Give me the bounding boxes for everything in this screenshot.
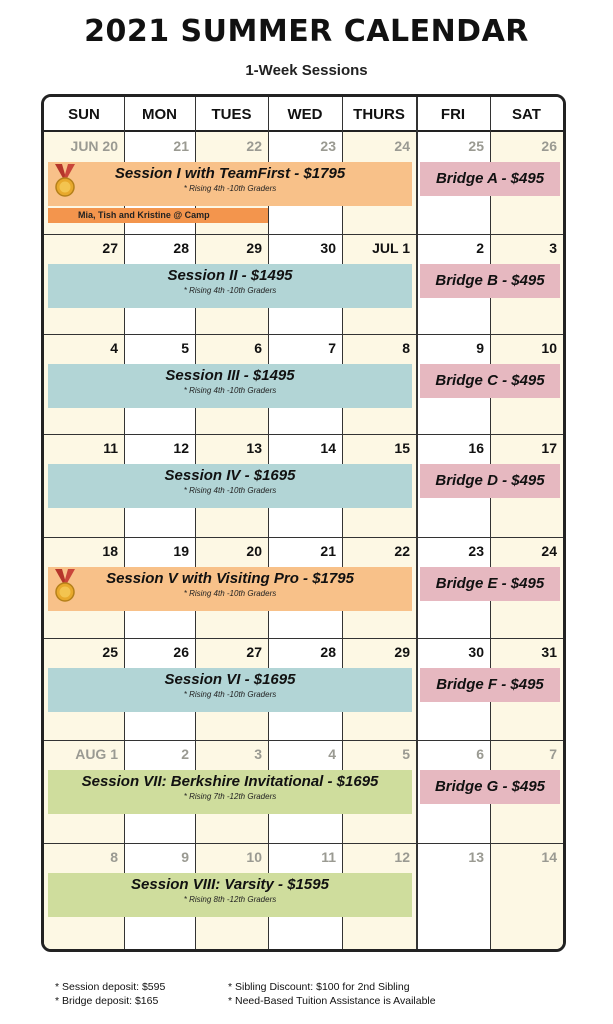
weekday-header: SAT <box>490 97 563 132</box>
day-number: 6 <box>254 340 262 356</box>
bridge-box: Bridge A - $495 <box>420 162 560 196</box>
day-number: 14 <box>541 849 557 865</box>
session-grades: * Rising 4th -10th Graders <box>183 486 277 495</box>
grid-line <box>490 97 491 949</box>
day-number: 21 <box>320 543 336 559</box>
day-number: 10 <box>541 340 557 356</box>
session-bar <box>48 770 412 814</box>
day-number: JUN 20 <box>70 138 118 154</box>
day-number: 15 <box>394 440 410 456</box>
day-number: 9 <box>476 340 484 356</box>
session-grades: * Rising 4th -10th Graders <box>183 690 277 699</box>
day-number: 29 <box>394 644 410 660</box>
day-number: 2 <box>476 240 484 256</box>
day-number: 5 <box>181 340 189 356</box>
day-number: 8 <box>110 849 118 865</box>
bridge-box: Bridge B - $495 <box>420 264 560 298</box>
session-name: Session V with Visiting Pro - $1795 <box>106 570 354 587</box>
day-number: AUG 1 <box>75 746 118 762</box>
day-number: 10 <box>246 849 262 865</box>
session-name: Session I with TeamFirst - $1795 <box>114 165 346 182</box>
bridge-box: Bridge D - $495 <box>420 464 560 498</box>
footer-right <box>228 980 436 1008</box>
camp-note: Mia, Tish and Kristine @ Camp <box>48 208 268 223</box>
grid-line <box>195 97 196 949</box>
day-number: 22 <box>246 138 262 154</box>
session-name: Session VIII: Varsity - $1595 <box>131 876 329 893</box>
day-number: 26 <box>173 644 189 660</box>
session-name: Session VI - $1695 <box>164 671 296 688</box>
day-number: 21 <box>173 138 189 154</box>
day-number: 7 <box>549 746 557 762</box>
session-bar <box>48 464 412 508</box>
session-deposit-note: * Session deposit: $595 <box>55 981 166 993</box>
session-bar <box>48 873 412 917</box>
session-name: Session IV - $1695 <box>164 467 296 484</box>
weekday-header: TUES <box>195 97 268 132</box>
day-number: 13 <box>468 849 484 865</box>
week-separator <box>44 537 563 538</box>
day-number: 19 <box>173 543 189 559</box>
day-number: 3 <box>549 240 557 256</box>
day-number: 25 <box>102 644 118 660</box>
day-number: 9 <box>181 849 189 865</box>
day-number: 13 <box>246 440 262 456</box>
weekday-header: MON <box>124 97 195 132</box>
weekday-header: WED <box>268 97 342 132</box>
bridge-box: Bridge E - $495 <box>420 567 560 601</box>
day-number: 27 <box>246 644 262 660</box>
day-number: 28 <box>320 644 336 660</box>
day-number: 16 <box>468 440 484 456</box>
sibling-discount-note: * Sibling Discount: $100 for 2nd Sibling <box>228 981 410 993</box>
session-grades: * Rising 4th -10th Graders <box>183 589 277 598</box>
grid-line <box>342 97 343 949</box>
page-subtitle: 1-Week Sessions <box>245 62 368 79</box>
session-grades: * Rising 4th -10th Graders <box>183 184 277 193</box>
grid-line <box>416 97 418 949</box>
day-number: 29 <box>246 240 262 256</box>
day-number: JUL 1 <box>372 240 410 256</box>
day-number: 28 <box>173 240 189 256</box>
session-grades: * Rising 8th -12th Graders <box>183 895 277 904</box>
day-number: 30 <box>320 240 336 256</box>
day-number: 6 <box>476 746 484 762</box>
weekday-header: THURS <box>342 97 416 132</box>
day-number: 4 <box>110 340 118 356</box>
day-number: 23 <box>320 138 336 154</box>
calendar-grid <box>41 94 566 952</box>
session-grades: * Rising 7th -12th Graders <box>183 792 277 801</box>
day-number: 31 <box>541 644 557 660</box>
grid-line <box>268 97 269 949</box>
footer-left <box>55 980 165 1008</box>
day-number: 12 <box>173 440 189 456</box>
day-number: 14 <box>320 440 336 456</box>
day-number: 24 <box>394 138 410 154</box>
bridge-box: Bridge G - $495 <box>420 770 560 804</box>
weekday-header: FRI <box>416 97 490 132</box>
day-number: 18 <box>102 543 118 559</box>
day-number: 11 <box>321 849 336 865</box>
weekday-header: SUN <box>44 97 124 132</box>
session-bar <box>48 162 412 206</box>
bridge-box: Bridge C - $495 <box>420 364 560 398</box>
day-number: 2 <box>181 746 189 762</box>
tuition-assistance-note: * Need-Based Tuition Assistance is Available <box>228 995 436 1007</box>
day-number: 24 <box>541 543 557 559</box>
bridge-box: Bridge F - $495 <box>420 668 560 702</box>
day-number: 4 <box>328 746 336 762</box>
page-title: 2021 SUMMER CALENDAR <box>84 14 529 49</box>
bridge-deposit-note: * Bridge deposit: $165 <box>55 995 159 1007</box>
day-number: 5 <box>402 746 410 762</box>
session-bar <box>48 364 412 408</box>
day-number: 30 <box>468 644 484 660</box>
day-number: 22 <box>394 543 410 559</box>
week-separator <box>44 434 563 435</box>
day-number: 7 <box>328 340 336 356</box>
week-separator <box>44 843 563 844</box>
day-number: 3 <box>254 746 262 762</box>
session-name: Session VII: Berkshire Invitational - $1695 <box>81 773 379 790</box>
week-separator <box>44 234 563 235</box>
session-name: Session II - $1495 <box>167 267 293 284</box>
day-number: 23 <box>468 543 484 559</box>
day-number: 20 <box>246 543 262 559</box>
day-number: 27 <box>102 240 118 256</box>
day-number: 11 <box>103 440 118 456</box>
medal-icon <box>52 569 78 603</box>
day-number: 26 <box>541 138 557 154</box>
session-bar <box>48 668 412 712</box>
week-separator <box>44 740 563 741</box>
session-name: Session III - $1495 <box>165 367 295 384</box>
day-number: 17 <box>541 440 557 456</box>
week-separator <box>44 638 563 639</box>
grid-line <box>124 97 125 949</box>
day-number: 25 <box>468 138 484 154</box>
session-grades: * Rising 4th -10th Graders <box>183 286 277 295</box>
session-grades: * Rising 4th -10th Graders <box>183 386 277 395</box>
day-number: 12 <box>394 849 410 865</box>
session-bar <box>48 264 412 308</box>
session-bar <box>48 567 412 611</box>
day-number: 8 <box>402 340 410 356</box>
week-separator <box>44 334 563 335</box>
medal-icon <box>52 164 78 198</box>
